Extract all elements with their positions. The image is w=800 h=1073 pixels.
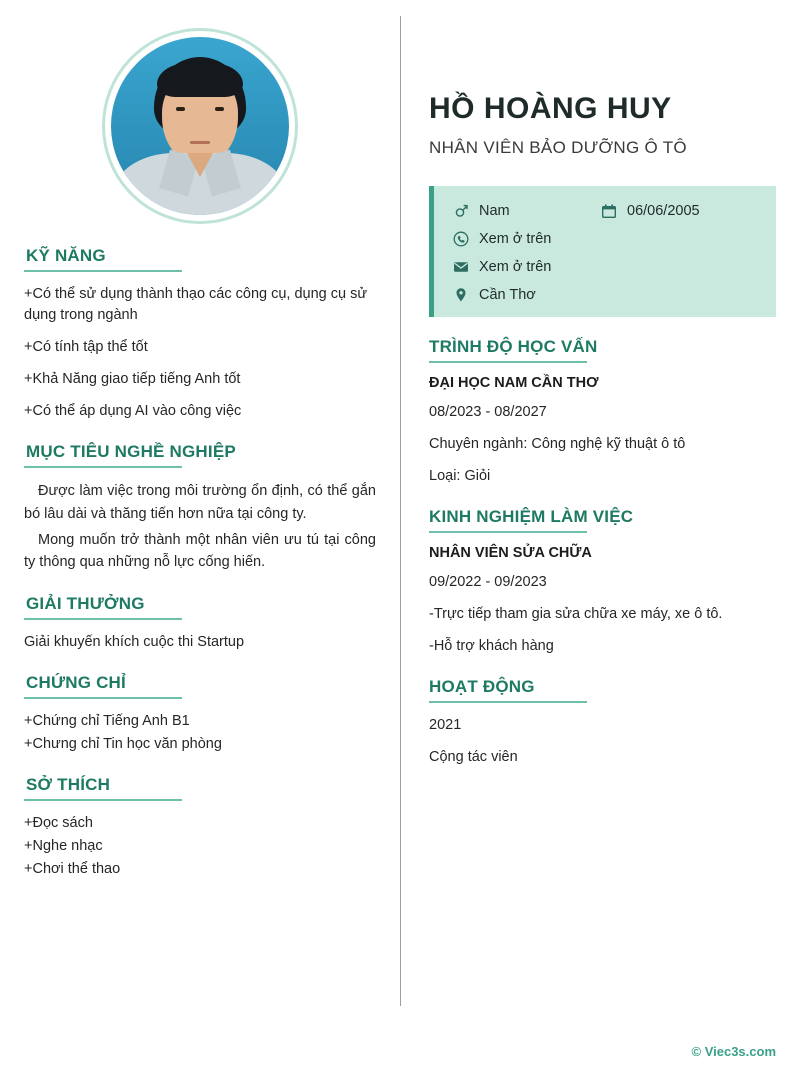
- calendar-icon: [600, 202, 617, 219]
- activity-role: Cộng tác viên: [429, 749, 518, 766]
- section-rule: [24, 697, 182, 699]
- section-experience: [429, 507, 776, 657]
- award-item: Giải khuyến khích cuộc thi Startup: [24, 633, 245, 650]
- section-education: [429, 337, 776, 487]
- hobby-item: +Chơi thể thao: [24, 861, 121, 878]
- experience-period: 09/2022 - 09/2023: [429, 574, 547, 591]
- info-phone: [452, 230, 758, 247]
- education-grade: Loại: Giỏi: [429, 468, 491, 485]
- hobby-item: +Đọc sách: [24, 815, 93, 831]
- info-gender: [452, 202, 600, 219]
- right-column: [401, 14, 776, 1020]
- gender-icon: [452, 202, 469, 219]
- section-title-skills: KỸ NĂNG: [26, 246, 106, 265]
- avatar: [102, 28, 298, 224]
- section-rule: [429, 361, 587, 363]
- section-title-experience: KINH NGHIỆM LÀM VIỆC: [429, 507, 634, 527]
- info-address-value: Cần Thơ: [479, 286, 536, 303]
- experience-detail: -Hỗ trợ khách hàng: [429, 638, 554, 655]
- experience-detail: -Trực tiếp tham gia sửa chữa xe máy, xe ô tô.: [429, 606, 723, 623]
- skill-item: +Có tính tập thể tốt: [24, 339, 148, 356]
- portrait-photo: [111, 37, 289, 215]
- mail-icon: [452, 258, 469, 275]
- section-rule: [24, 270, 182, 272]
- section-title-objective: MỤC TIÊU NGHỀ NGHIỆP: [26, 442, 236, 462]
- hobby-item: +Nghe nhạc: [24, 838, 103, 855]
- section-title-education: TRÌNH ĐỘ HỌC VẤN: [429, 337, 598, 356]
- phone-icon: [452, 230, 469, 247]
- section-rule: [429, 701, 587, 703]
- experience-position: NHÂN VIÊN SỬA CHỮA: [429, 545, 592, 562]
- info-email: [452, 258, 758, 275]
- section-objective: [24, 442, 376, 574]
- contact-info-box: [429, 186, 776, 317]
- info-gender-value: Nam: [479, 202, 510, 219]
- info-address: [452, 286, 758, 303]
- job-role: NHÂN VIÊN BẢO DƯỠNG Ô TÔ: [429, 138, 687, 157]
- activity-year: 2021: [429, 717, 462, 734]
- section-awards: [24, 594, 376, 653]
- location-pin-icon: [452, 286, 469, 303]
- certificate-item: +Chứng chỉ Tiếng Anh B1: [24, 712, 190, 729]
- page-title: HỒ HOÀNG HUY: [429, 92, 672, 125]
- skill-item: +Có thể áp dụng AI vào công việc: [24, 403, 242, 420]
- section-activities: [429, 677, 776, 768]
- info-phone-value: Xem ở trên: [479, 230, 552, 247]
- skill-item: +Có thể sử dụng thành thạo các công cụ, dụng cụ sử dụng trong ngành: [24, 286, 368, 324]
- section-title-hobbies: SỞ THÍCH: [26, 775, 111, 794]
- certificate-item: +Chưng chỉ Tin học văn phòng: [24, 735, 222, 752]
- education-period: 08/2023 - 08/2027: [429, 404, 547, 420]
- section-title-certificates: CHỨNG CHỈ: [26, 672, 126, 692]
- section-rule: [429, 531, 587, 533]
- info-email-value: Xem ở trên: [479, 258, 552, 275]
- section-hobbies: [24, 775, 376, 880]
- section-rule: [24, 618, 182, 620]
- objective-paragraph: Được làm việc trong môi trường ổn định, có thể gắn bó lâu dài và thăng tiến hơn nữa tại công ty.: [24, 483, 376, 522]
- footer-credit: © Viec3s.com: [691, 1044, 776, 1059]
- section-title-awards: GIẢI THƯỞNG: [26, 593, 145, 613]
- left-column: [24, 14, 400, 1020]
- info-birthday-value: 06/06/2005: [627, 202, 700, 219]
- section-rule: [24, 799, 182, 801]
- education-major: Chuyên ngành: Công nghệ kỹ thuật ô tô: [429, 436, 686, 453]
- footer-band: [0, 1027, 800, 1073]
- section-certificates: [24, 673, 376, 755]
- skill-item: +Khả Năng giao tiếp tiếng Anh tốt: [24, 371, 241, 388]
- section-title-activities: HOẠT ĐỘNG: [429, 677, 535, 697]
- section-skills: [24, 246, 376, 422]
- education-school: ĐẠI HỌC NAM CẦN THƠ: [429, 375, 599, 391]
- info-birthday: [600, 202, 758, 219]
- objective-paragraph: Mong muốn trở thành một nhân viên ưu tú tại công ty thông qua những nỗ lực cống hiến.: [24, 532, 376, 571]
- section-rule: [24, 466, 182, 468]
